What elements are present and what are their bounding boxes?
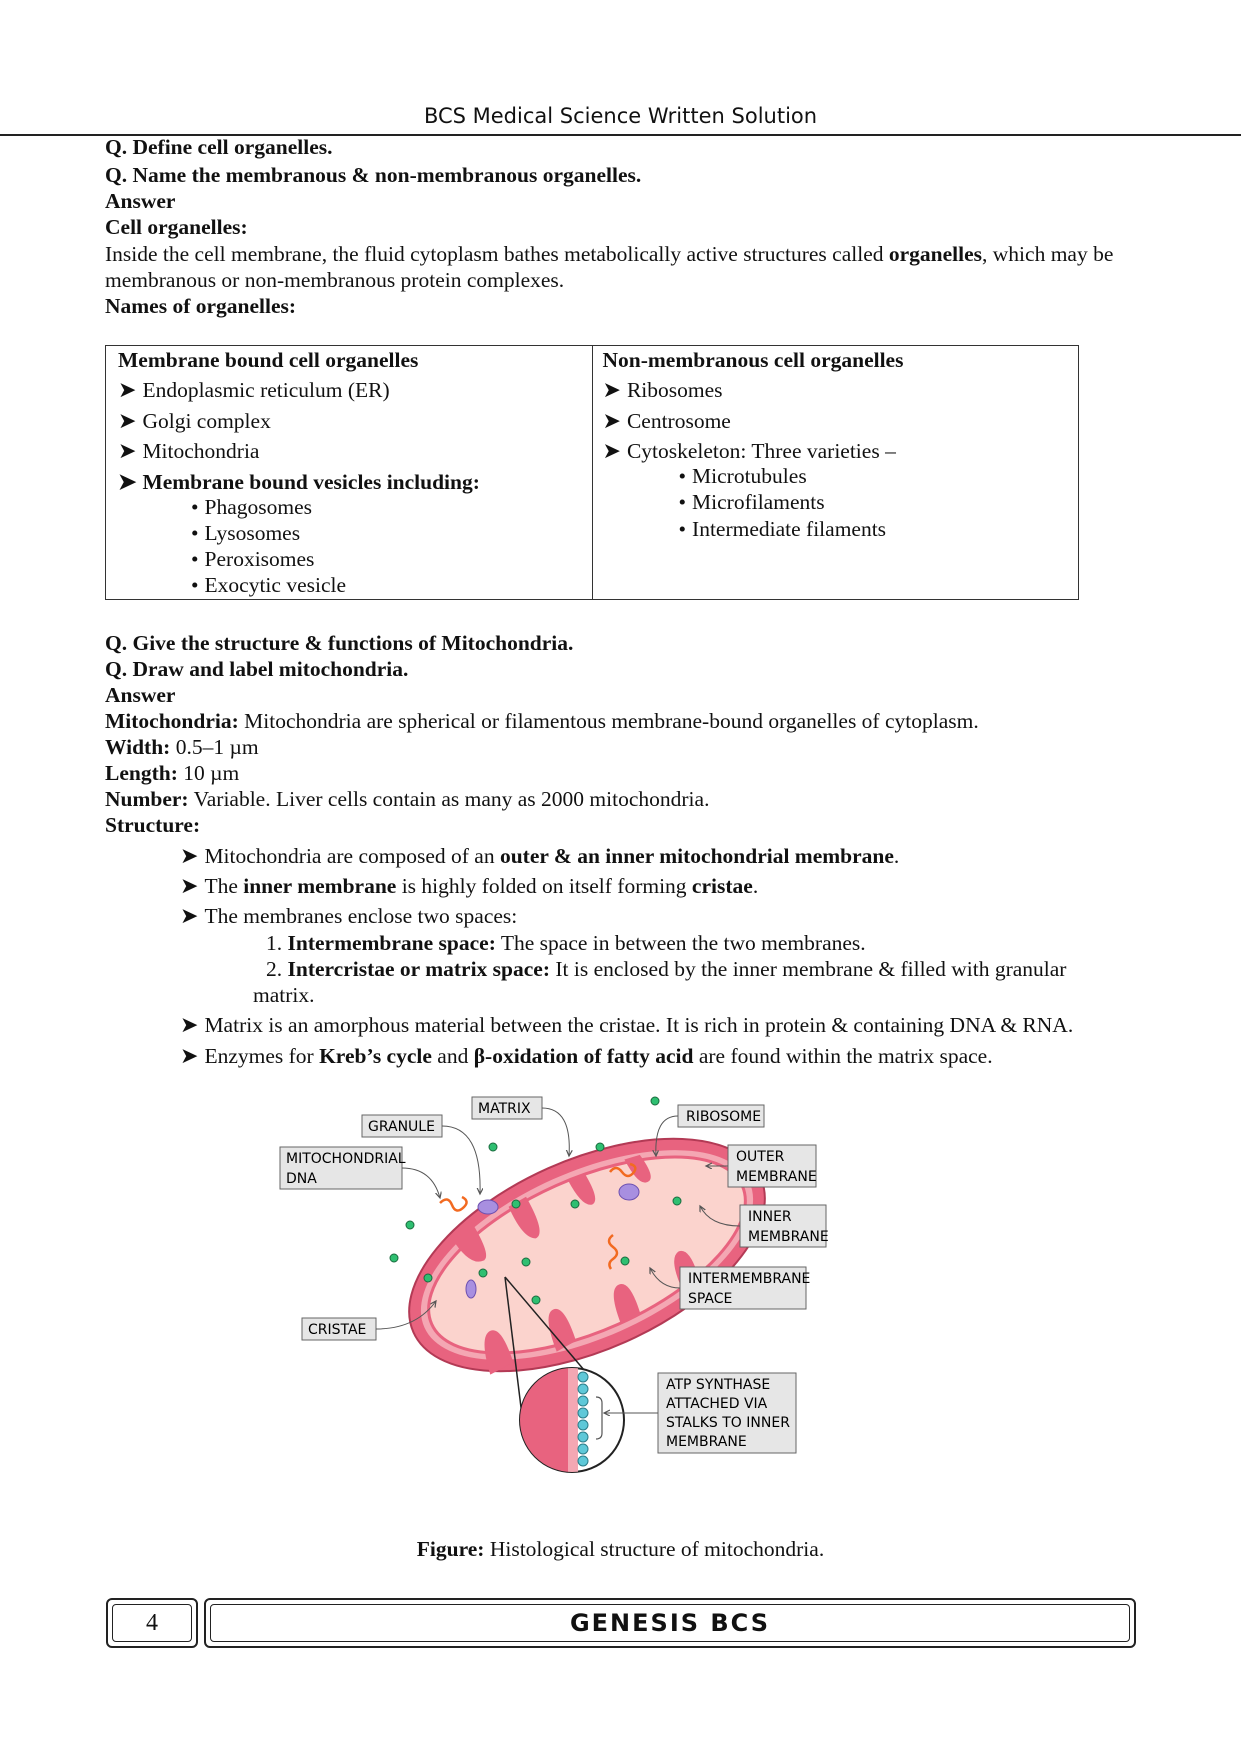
structure-heading: Structure:	[105, 813, 201, 837]
names-heading: Names of organelles:	[105, 294, 297, 318]
bullet-icon: •	[191, 547, 199, 571]
svg-text:DNA: DNA	[286, 1171, 317, 1187]
structure-point: ➤ Mitochondria are composed of an outer & an inner mitochondrial membrane.	[180, 843, 900, 868]
arrow-bullet-icon: ➤	[602, 438, 621, 463]
svg-text:MEMBRANE: MEMBRANE	[666, 1434, 747, 1450]
bullet-icon: •	[191, 573, 199, 597]
definition-text: Inside the cell membrane, the fluid cytoplasm bathes metabolically active structures called	[105, 242, 889, 266]
arrow-bullet-icon: ➤	[118, 438, 137, 463]
zoom-circle	[510, 1365, 624, 1475]
sub-list-item: • Phagosomes	[191, 495, 313, 519]
svg-text:MEMBRANE: MEMBRANE	[736, 1169, 817, 1185]
sub-list-item: • Intermediate filaments	[678, 517, 887, 541]
footer-brand-box	[204, 1598, 1136, 1648]
numbered-item-cont: matrix.	[253, 983, 315, 1007]
definition-bold: organelles	[888, 242, 983, 266]
arrow-bullet-icon: ➤	[602, 377, 621, 402]
list-item: ➤ Ribosomes	[602, 377, 723, 402]
question-draw-mito: Q. Draw and label mitochondria.	[105, 657, 409, 681]
list-item: ➤ Endoplasmic reticulum (ER)	[118, 377, 390, 402]
page-header: BCS Medical Science Written Solution	[423, 104, 818, 128]
structure-point: ➤ The membranes enclose two spaces:	[180, 903, 518, 928]
column-header: Non-membranous cell organelles	[602, 348, 904, 372]
list-item: ➤ Golgi complex	[118, 408, 271, 433]
arrow-bullet-icon: ➤	[118, 377, 137, 402]
structure-point: ➤ Enzymes for Kreb’s cycle and β-oxidation of fatty acid are found within the matrix space.	[180, 1043, 993, 1068]
label-mitochondrial-dna	[280, 1147, 440, 1198]
bullet-icon: •	[678, 490, 687, 514]
svg-text:MATRIX: MATRIX	[478, 1101, 531, 1117]
svg-text:INTERMEMBRANE: INTERMEMBRANE	[688, 1271, 811, 1287]
sub-list-item: • Exocytic vesicle	[191, 573, 347, 597]
bullet-icon: •	[678, 517, 687, 541]
svg-text:INNER: INNER	[748, 1209, 792, 1225]
bullet-icon: •	[678, 464, 687, 488]
answer-label: Answer	[105, 683, 176, 707]
svg-text:RIBOSOME: RIBOSOME	[686, 1109, 762, 1125]
sub-list-item: • Microtubules	[678, 464, 807, 488]
svg-text:ATP SYNTHASE: ATP SYNTHASE	[666, 1377, 771, 1393]
mitochondria-diagram	[286, 1095, 940, 1535]
svg-text:SPACE: SPACE	[688, 1291, 733, 1307]
arrow-bullet-icon: ➤	[180, 1012, 199, 1037]
mito-width: Width: 0.5–1 µm	[105, 735, 259, 759]
list-item: ➤ Mitochondria	[118, 438, 260, 463]
label-matrix	[472, 1097, 569, 1156]
footer-page-box	[106, 1598, 198, 1648]
non-membranous-column	[592, 346, 1079, 600]
svg-text:STALKS TO INNER: STALKS TO INNER	[666, 1415, 790, 1431]
sub-list-item: • Microfilaments	[678, 490, 825, 514]
structure-point: ➤ Matrix is an amorphous material between the cristae. It is rich in protein & containing DNA & RNA.	[180, 1012, 1074, 1037]
definition-text-end: , which may be membranous or non-membranous protein complexes.	[105, 242, 1114, 292]
brand-name: GENESIS BCS	[210, 1604, 1130, 1642]
membrane-bound-column	[106, 346, 593, 600]
answer-label: Answer	[105, 189, 176, 213]
arrow-bullet-icon: ➤	[180, 1043, 199, 1068]
arrow-bullet-icon: ➤	[602, 408, 621, 433]
sub-list-item: • Peroxisomes	[191, 547, 315, 571]
question-name-organelles: Q. Name the membranous & non-membranous organelles.	[105, 163, 642, 187]
list-item: ➤ Cytoskeleton: Three varieties –	[602, 438, 896, 463]
label-atp-synthase	[604, 1373, 796, 1453]
svg-text:ATTACHED VIA: ATTACHED VIA	[666, 1396, 768, 1412]
mito-number: Number: Variable. Liver cells contain as many as 2000 mitochondria.	[105, 787, 710, 811]
question-define-organelles: Q. Define cell organelles.	[105, 135, 333, 159]
bullet-icon: •	[191, 495, 199, 519]
arrow-bullet-icon: ➤	[180, 903, 199, 928]
svg-text:GRANULE: GRANULE	[368, 1119, 435, 1135]
list-item: ➤ Centrosome	[602, 408, 731, 433]
mito-definition: Mitochondria: Mitochondria are spherical or filamentous membrane-bound organelles of cytoplasm.	[105, 709, 979, 733]
cell-organelles-heading: Cell organelles:	[105, 215, 248, 239]
svg-text:MITOCHONDRIAL: MITOCHONDRIAL	[286, 1151, 406, 1167]
organelles-table	[105, 345, 1079, 600]
arrow-bullet-icon: ➤	[180, 873, 199, 898]
numbered-item: 2. Intercristae or matrix space: It is enclosed by the inner membrane & filled with granular	[266, 957, 1067, 981]
numbered-item: 1. Intermembrane space: The space in between the two membranes.	[266, 931, 866, 955]
svg-text:MEMBRANE: MEMBRANE	[748, 1229, 829, 1245]
question-mito-structure: Q. Give the structure & functions of Mitochondria.	[105, 631, 574, 655]
mito-length: Length: 10 µm	[105, 761, 240, 785]
arrow-bullet-icon: ➤	[118, 469, 137, 494]
column-header: Membrane bound cell organelles	[118, 348, 419, 372]
bullet-icon: •	[191, 521, 199, 545]
arrow-bullet-icon: ➤	[180, 843, 199, 868]
svg-text:OUTER: OUTER	[736, 1149, 785, 1165]
figure-caption: Figure: Histological structure of mitochondria.	[416, 1537, 825, 1561]
organelles-definition	[105, 241, 1135, 293]
arrow-bullet-icon: ➤	[118, 408, 137, 433]
list-item: ➤ Membrane bound vesicles including:	[118, 469, 480, 494]
svg-text:CRISTAE: CRISTAE	[308, 1322, 367, 1338]
structure-point: ➤ The inner membrane is highly folded on itself forming cristae.	[180, 873, 759, 898]
page-number: 4	[112, 1604, 192, 1642]
sub-list-item: • Lysosomes	[191, 521, 301, 545]
